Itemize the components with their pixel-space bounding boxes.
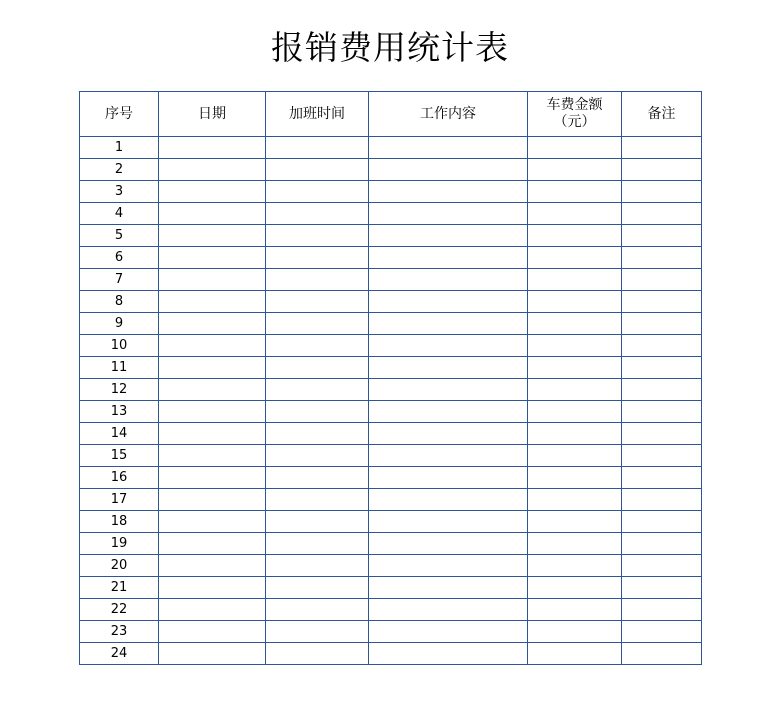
work-content-cell[interactable] xyxy=(369,247,528,269)
fare-amount-cell[interactable] xyxy=(528,621,622,643)
work-content-cell[interactable] xyxy=(369,599,528,621)
header-row xyxy=(80,92,702,137)
overtime-cell[interactable] xyxy=(266,291,369,313)
work-content-cell[interactable] xyxy=(369,225,528,247)
remarks-cell[interactable] xyxy=(622,621,702,643)
fare-amount-cell[interactable] xyxy=(528,313,622,335)
date-cell[interactable] xyxy=(159,621,266,643)
work-content-cell[interactable] xyxy=(369,643,528,665)
serial-cell: 1 xyxy=(80,137,159,159)
table-row xyxy=(80,357,702,379)
header-remarks: 备注 xyxy=(622,92,702,137)
serial-cell: 6 xyxy=(80,247,159,269)
fare-amount-cell[interactable] xyxy=(528,335,622,357)
serial-cell: 12 xyxy=(80,379,159,401)
remarks-cell[interactable] xyxy=(622,247,702,269)
fare-amount-cell[interactable] xyxy=(528,511,622,533)
remarks-cell[interactable] xyxy=(622,291,702,313)
serial-cell: 11 xyxy=(80,357,159,379)
overtime-cell[interactable] xyxy=(266,643,369,665)
work-content-cell[interactable] xyxy=(369,533,528,555)
header-overtime: 加班时间 xyxy=(266,92,369,137)
table-row xyxy=(80,423,702,445)
serial-cell: 13 xyxy=(80,401,159,423)
table-row xyxy=(80,379,702,401)
serial-cell: 18 xyxy=(80,511,159,533)
fare-amount-cell[interactable] xyxy=(528,445,622,467)
overtime-cell[interactable] xyxy=(266,423,369,445)
serial-cell: 7 xyxy=(80,269,159,291)
work-content-cell[interactable] xyxy=(369,313,528,335)
date-cell[interactable] xyxy=(159,181,266,203)
header-fare-amount-label: 车费金额 xyxy=(546,97,603,113)
overtime-cell[interactable] xyxy=(266,577,369,599)
table-row xyxy=(80,247,702,269)
work-content-cell[interactable] xyxy=(369,489,528,511)
date-cell[interactable] xyxy=(159,511,266,533)
fare-amount-cell[interactable] xyxy=(528,489,622,511)
work-content-cell[interactable] xyxy=(369,467,528,489)
date-cell[interactable] xyxy=(159,445,266,467)
header-fare-amount xyxy=(528,92,622,137)
work-content-cell[interactable] xyxy=(369,379,528,401)
header-date: 日期 xyxy=(159,92,266,137)
fare-amount-cell[interactable] xyxy=(528,225,622,247)
expense-table xyxy=(79,91,702,665)
date-cell[interactable] xyxy=(159,379,266,401)
overtime-cell[interactable] xyxy=(266,247,369,269)
date-cell[interactable] xyxy=(159,401,266,423)
table-row xyxy=(80,555,702,577)
serial-cell: 24 xyxy=(80,643,159,665)
serial-cell: 19 xyxy=(80,533,159,555)
date-cell[interactable] xyxy=(159,555,266,577)
table-header xyxy=(80,92,702,137)
overtime-cell[interactable] xyxy=(266,599,369,621)
serial-cell: 14 xyxy=(80,423,159,445)
fare-amount-cell[interactable] xyxy=(528,533,622,555)
date-cell[interactable] xyxy=(159,203,266,225)
table-row xyxy=(80,225,702,247)
page-title: 报销费用统计表 xyxy=(271,28,509,67)
remarks-cell[interactable] xyxy=(622,643,702,665)
date-cell[interactable] xyxy=(159,313,266,335)
serial-cell: 20 xyxy=(80,555,159,577)
fare-amount-cell[interactable] xyxy=(528,401,622,423)
table-row xyxy=(80,621,702,643)
work-content-cell[interactable] xyxy=(369,291,528,313)
fare-amount-cell[interactable] xyxy=(528,291,622,313)
date-cell[interactable] xyxy=(159,269,266,291)
fare-amount-cell[interactable] xyxy=(528,159,622,181)
work-content-cell[interactable] xyxy=(369,511,528,533)
work-content-cell[interactable] xyxy=(369,159,528,181)
remarks-cell[interactable] xyxy=(622,533,702,555)
date-cell[interactable] xyxy=(159,225,266,247)
overtime-cell[interactable] xyxy=(266,181,369,203)
remarks-cell[interactable] xyxy=(622,357,702,379)
serial-cell: 16 xyxy=(80,467,159,489)
remarks-cell[interactable] xyxy=(622,423,702,445)
header-serial-no: 序号 xyxy=(80,92,159,137)
serial-cell: 9 xyxy=(80,313,159,335)
fare-amount-cell[interactable] xyxy=(528,247,622,269)
header-work-content: 工作内容 xyxy=(369,92,528,137)
overtime-cell[interactable] xyxy=(266,533,369,555)
work-content-cell[interactable] xyxy=(369,137,528,159)
table-body xyxy=(80,137,702,665)
work-content-cell[interactable] xyxy=(369,335,528,357)
fare-amount-cell[interactable] xyxy=(528,423,622,445)
table-row xyxy=(80,335,702,357)
table-row xyxy=(80,577,702,599)
date-cell[interactable] xyxy=(159,467,266,489)
date-cell[interactable] xyxy=(159,137,266,159)
overtime-cell[interactable] xyxy=(266,555,369,577)
remarks-cell[interactable] xyxy=(622,445,702,467)
serial-cell: 2 xyxy=(80,159,159,181)
date-cell[interactable] xyxy=(159,643,266,665)
serial-cell: 17 xyxy=(80,489,159,511)
fare-amount-cell[interactable] xyxy=(528,467,622,489)
remarks-cell[interactable] xyxy=(622,511,702,533)
overtime-cell[interactable] xyxy=(266,489,369,511)
table-row xyxy=(80,291,702,313)
work-content-cell[interactable] xyxy=(369,203,528,225)
fare-amount-cell[interactable] xyxy=(528,269,622,291)
remarks-cell[interactable] xyxy=(622,137,702,159)
table-row xyxy=(80,511,702,533)
date-cell[interactable] xyxy=(159,533,266,555)
work-content-cell[interactable] xyxy=(369,555,528,577)
overtime-cell[interactable] xyxy=(266,357,369,379)
serial-cell: 8 xyxy=(80,291,159,313)
table-row xyxy=(80,269,702,291)
remarks-cell[interactable] xyxy=(622,313,702,335)
date-cell[interactable] xyxy=(159,599,266,621)
table-row xyxy=(80,467,702,489)
serial-cell: 15 xyxy=(80,445,159,467)
table-row xyxy=(80,203,702,225)
overtime-cell[interactable] xyxy=(266,313,369,335)
work-content-cell[interactable] xyxy=(369,181,528,203)
table-row xyxy=(80,181,702,203)
overtime-cell[interactable] xyxy=(266,269,369,291)
fare-amount-cell[interactable] xyxy=(528,599,622,621)
date-cell[interactable] xyxy=(159,357,266,379)
fare-amount-cell[interactable] xyxy=(528,181,622,203)
fare-amount-cell[interactable] xyxy=(528,357,622,379)
serial-cell: 23 xyxy=(80,621,159,643)
fare-amount-cell[interactable] xyxy=(528,137,622,159)
remarks-cell[interactable] xyxy=(622,467,702,489)
table-row xyxy=(80,401,702,423)
work-content-cell[interactable] xyxy=(369,357,528,379)
overtime-cell[interactable] xyxy=(266,159,369,181)
serial-cell: 5 xyxy=(80,225,159,247)
overtime-cell[interactable] xyxy=(266,401,369,423)
fare-amount-cell[interactable] xyxy=(528,577,622,599)
remarks-cell[interactable] xyxy=(622,181,702,203)
remarks-cell[interactable] xyxy=(622,555,702,577)
overtime-cell[interactable] xyxy=(266,467,369,489)
remarks-cell[interactable] xyxy=(622,159,702,181)
fare-amount-cell[interactable] xyxy=(528,203,622,225)
overtime-cell[interactable] xyxy=(266,445,369,467)
table-row xyxy=(80,159,702,181)
overtime-cell[interactable] xyxy=(266,225,369,247)
fare-amount-cell[interactable] xyxy=(528,643,622,665)
remarks-cell[interactable] xyxy=(622,335,702,357)
serial-cell: 22 xyxy=(80,599,159,621)
remarks-cell[interactable] xyxy=(622,489,702,511)
overtime-cell[interactable] xyxy=(266,621,369,643)
table-row xyxy=(80,643,702,665)
table-row xyxy=(80,313,702,335)
serial-cell: 4 xyxy=(80,203,159,225)
date-cell[interactable] xyxy=(159,159,266,181)
table-row xyxy=(80,599,702,621)
table-row xyxy=(80,533,702,555)
work-content-cell[interactable] xyxy=(369,269,528,291)
remarks-cell[interactable] xyxy=(622,599,702,621)
work-content-cell[interactable] xyxy=(369,577,528,599)
remarks-cell[interactable] xyxy=(622,269,702,291)
header-fare-amount-unit: （元） xyxy=(553,114,596,130)
remarks-cell[interactable] xyxy=(622,401,702,423)
remarks-cell[interactable] xyxy=(622,225,702,247)
fare-amount-cell[interactable] xyxy=(528,555,622,577)
serial-cell: 3 xyxy=(80,181,159,203)
serial-cell: 21 xyxy=(80,577,159,599)
remarks-cell[interactable] xyxy=(622,379,702,401)
date-cell[interactable] xyxy=(159,335,266,357)
overtime-cell[interactable] xyxy=(266,137,369,159)
remarks-cell[interactable] xyxy=(622,577,702,599)
date-cell[interactable] xyxy=(159,291,266,313)
work-content-cell[interactable] xyxy=(369,401,528,423)
date-cell[interactable] xyxy=(159,247,266,269)
fare-amount-cell[interactable] xyxy=(528,379,622,401)
date-cell[interactable] xyxy=(159,423,266,445)
serial-cell: 10 xyxy=(80,335,159,357)
overtime-cell[interactable] xyxy=(266,203,369,225)
date-cell[interactable] xyxy=(159,489,266,511)
remarks-cell[interactable] xyxy=(622,203,702,225)
overtime-cell[interactable] xyxy=(266,335,369,357)
work-content-cell[interactable] xyxy=(369,423,528,445)
table-row xyxy=(80,445,702,467)
overtime-cell[interactable] xyxy=(266,511,369,533)
work-content-cell[interactable] xyxy=(369,445,528,467)
work-content-cell[interactable] xyxy=(369,621,528,643)
table-row xyxy=(80,489,702,511)
overtime-cell[interactable] xyxy=(266,379,369,401)
date-cell[interactable] xyxy=(159,577,266,599)
table-row xyxy=(80,137,702,159)
